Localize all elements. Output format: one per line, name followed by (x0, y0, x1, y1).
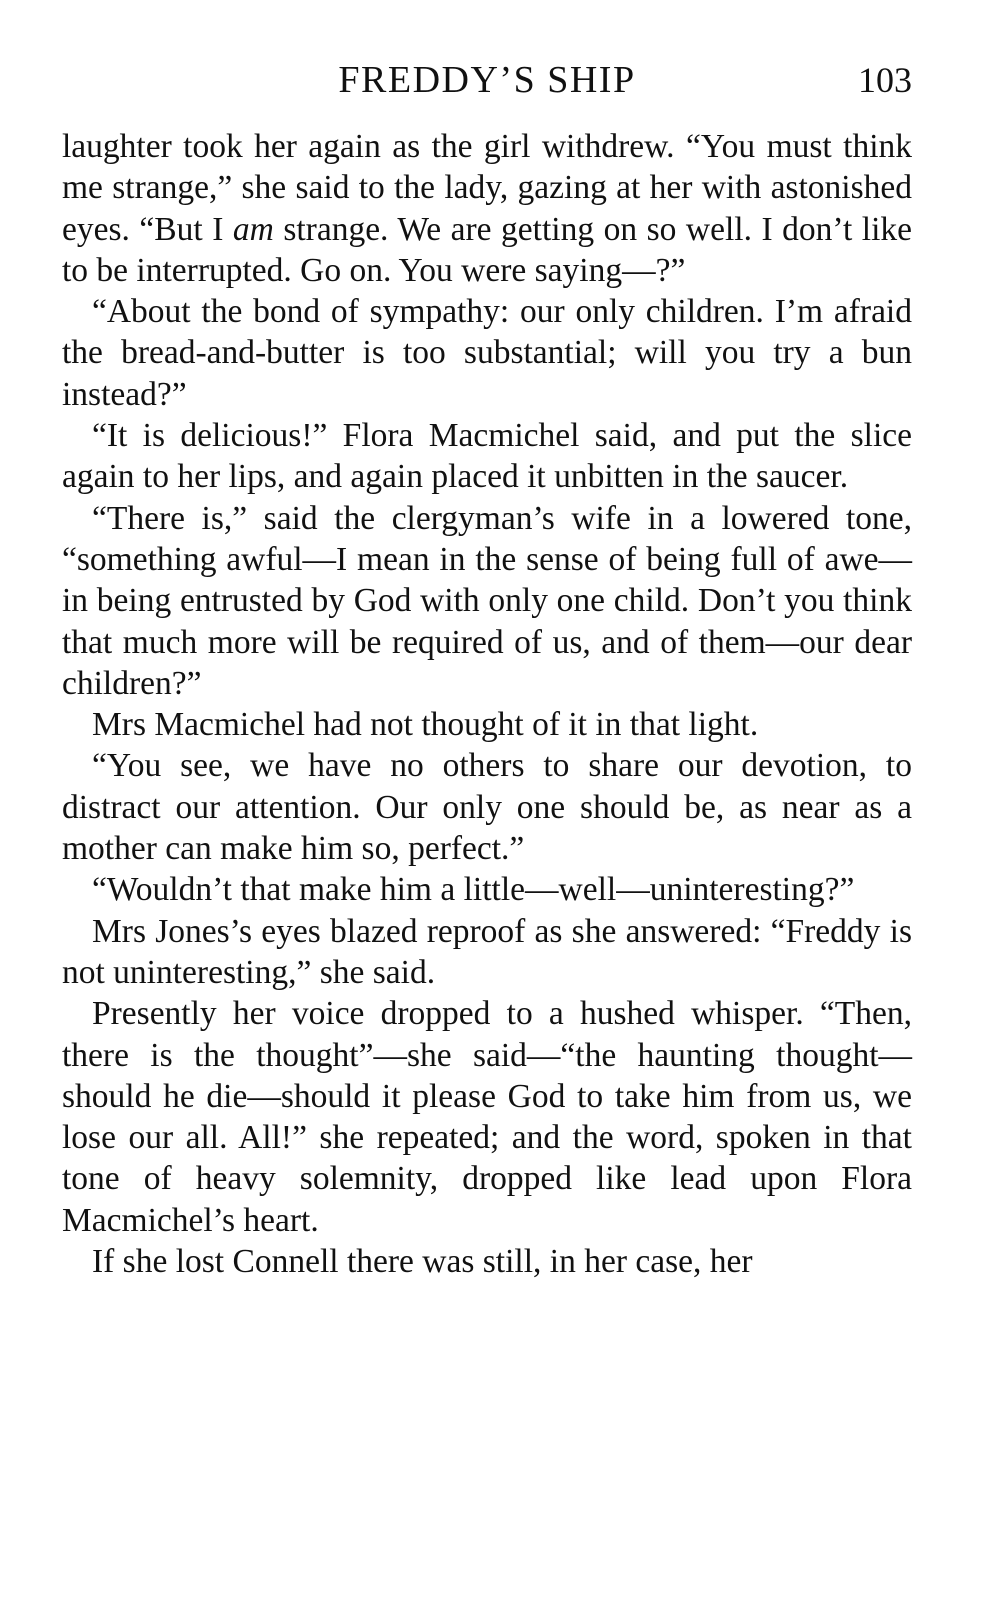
page-header (62, 58, 912, 102)
paragraph-text-part: laughter took her again as the girl withdrew. “You must think me strange,” she said to the lady, gazing at her with astonished eyes. “But I (62, 128, 912, 248)
paragraph: “Wouldn’t that make him a little—well—uninteresting?” (92, 871, 855, 909)
paragraph: Presently her voice dropped to a hushed whisper. “Then, there is the thought”—she said—“the haunting thought—should he die—should it please God to take him from us, we lose our all. All!” she repeated; and the word, spoken in that tone of heavy solemnity, dropped like lead upon Flora Macmichel’s heart. (62, 995, 912, 1239)
paragraph: “You see, we have no others to share our devotion, to distract our attention. Our only one should be, as near as a mother can make him so, perfect.” (62, 747, 912, 868)
paragraph: Mrs Macmichel had not thought of it in that light. (92, 706, 759, 744)
running-title: FREDDY’S SHIP (338, 59, 636, 101)
emphasized-word: am (232, 210, 274, 248)
paragraph: “There is,” said the clergyman’s wife in a lowered tone, “something awful—I mean in the sense of being full of awe—in being entrusted by God with only one child. Don’t you think that much more will be required of us, and of them—our dear children?” (62, 499, 912, 702)
paragraph: “About the bond of sympathy: our only children. I’m afraid the bread-and-butter is too substantial; will you try a bun instead?” (62, 293, 912, 413)
paragraph-text-part: strange. We are getting on so well. I don’t like to be interrupted. Go on. You were saying—?” (62, 210, 912, 289)
page-number: 103 (858, 60, 912, 100)
paragraph-continued (62, 126, 912, 291)
body-text (62, 126, 912, 1282)
paragraph: “It is delicious!” Flora Macmichel said, and put the slice again to her lips, and again placed it unbitten in the saucer. (62, 417, 912, 496)
paragraph: Mrs Jones’s eyes blazed reproof as she answered: “Freddy is not uninteresting,” she said. (62, 912, 912, 991)
paragraph: If she lost Connell there was still, in her case, her (92, 1243, 753, 1281)
